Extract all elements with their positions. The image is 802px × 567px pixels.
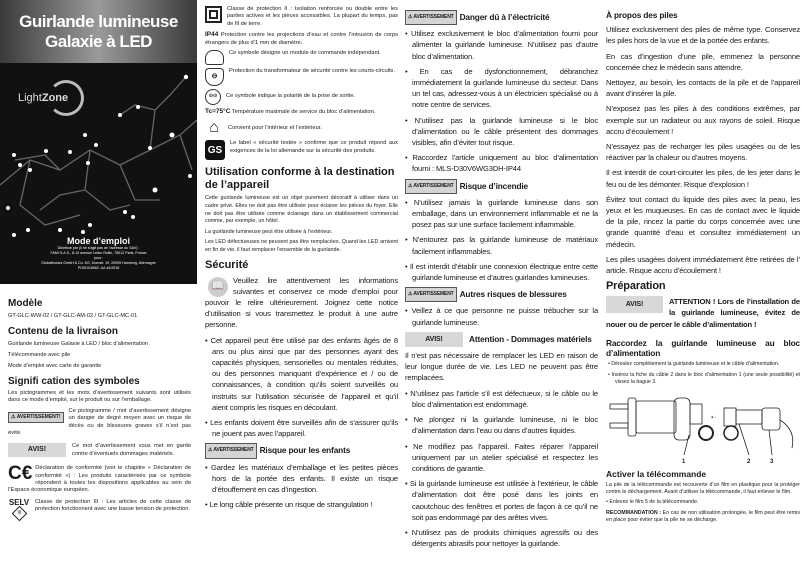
- bullet-text: Ne plongez ni la guirlande lumineuse, ni le bloc d’alimentation dans l’eau ou dans d’autres liquides.: [412, 415, 599, 436]
- damage-paragraph: Il n’est pas nécessaire de remplacer les LED en raison de leur longue durée de vie. Les LED ne peuvent pas être remplacées.: [405, 351, 598, 383]
- recommendation-label: RECOMMANDATION :: [606, 509, 662, 516]
- gs-text: Le label « sécurité testée » confirme que ce produit répond aux exigences de la loi allemande sur la sécurité des produits.: [230, 140, 398, 154]
- column-2: [205, 6, 398, 514]
- bullet-text: N’utilisez pas la guirlande lumineuse si le bloc d’alimentation ou le câble présentent des dommages visibles, afin d’éviter tout risque.: [412, 115, 598, 148]
- warning-badge: ⚠ AVERTISSEMENT: [405, 10, 457, 25]
- title-line-1: Guirlande lumineuse: [19, 12, 178, 31]
- remote-heading: Activer la télécommande: [606, 468, 707, 479]
- warning-badge: ⚠ AVERTISSEMENT: [405, 179, 457, 194]
- svg-text:⇠: ⇠: [711, 414, 717, 421]
- connect-heading: Raccordez la guirlande lumineuse au bloc d’alimentation: [606, 337, 800, 358]
- reference: PO51018962, AA 44/2018: [77, 266, 120, 270]
- recommendation-text: En cas de non utilisation prolongée, le film peut être remis en place pour éviter que la pile ne se décharge.: [606, 509, 800, 523]
- bullet-text: Insérez la fiche du câble 2 dans le bloc d’alimentation 1 (une seule possibilité) et vissez la bague 3.: [611, 371, 800, 385]
- model-numbers: GT-GLC-WW-02 / GT-GLC-AM-02 / GT-GLC-MC-01: [8, 313, 138, 319]
- bullet-text: Si la guirlande lumineuse est utilisée à l’extérieur, le câble d’alimentation doit être posé dans les joints en caoutchouc des fenêtres et portes de façon à ce qu’il ne soit pas endommagé par des arêtes vives.: [409, 479, 599, 522]
- read-manual-icon: 📖: [208, 277, 228, 297]
- heading-text: Danger dû à l’électricité: [459, 12, 550, 22]
- damage-bullet: • N’utilisez pas de produits chimiques agressifs ou des détergents abrasifs pour nettoyer la guirlande.: [405, 527, 598, 549]
- bullet-text: Déroulez complètement la guirlande lumineuse et le câble d’alimentation.: [611, 360, 780, 367]
- contents-heading: Contenu de la livraison: [8, 326, 119, 337]
- heading-text: Autres risques de blessures: [459, 289, 567, 300]
- cover-footer: [0, 236, 197, 271]
- class2-text: Classe de protection II : Isolation renforcée ou double entre les parties actives et les pièces accessibles. La plupart du temps, pas de fil de terre.: [227, 6, 398, 27]
- electricity-bullet: • Utilisez exclusivement le bloc d’alimentation fourni pour alimenter la guirlande lumineuse. N’utilisez pas d’autre bloc d’alimentation.: [405, 29, 598, 61]
- ip44-text: Protection contre les projections d’eau et contre l’intrusion de corps étrangers de plus d’1 mm de diamètre.: [205, 32, 398, 46]
- bullet-text: Il est interdit d’établir une connexion électrique entre cette guirlande lumineuse et d’autres guirlandes lumineuses.: [409, 261, 598, 283]
- connect-bullet: • Déroulez complètement la guirlande lumineuse et le câble d’alimentation.: [608, 360, 780, 367]
- symbols-intro: Les pictogrammes et les mots d’avertissement suivants sont utilisés dans ce mode d’emploi, sur le produit ou sur l’emballage.: [8, 390, 191, 404]
- ip44-label: IP44: [205, 31, 219, 39]
- intended-use-paragraph: Cette guirlande lumineuse est un objet purement décoratif à utiliser dans un cadre privé. Elles ne doit pas être utilisée pour éclairer les pièces du foyer. Elle ne doit pas être utilisée comme éclairage dans un établissement commercial comme, par exemple, un hôtel.: [205, 195, 398, 225]
- warning-badge: ⚠ AVERTISSEMENT: [205, 443, 257, 458]
- batteries-heading: À propos des piles: [606, 10, 678, 20]
- model-heading: Modèle: [8, 298, 43, 309]
- safety-intro-text: Veuillez lire attentivement les informations suivantes et conservez ce mode d’emploi pour pouvoir le relire ultérieurement. Joignez cette notice d’utilisation si vous transmettez le produit à une autre personne.: [205, 275, 398, 330]
- bullet-text: Les enfants doivent être surveillés afin de s’assurer qu’ils ne jouent pas avec l’appareil.: [210, 418, 398, 439]
- remote-bullet: • Enlevez le film 5 de la télécommande.: [606, 498, 699, 505]
- recommendation: [606, 510, 800, 524]
- bullet-text: Cet appareil peut être utilisé par des enfants âgés de 8 ans ou plus ainsi que par des personnes ayant des capacités physiques, sensorielles ou mentales réduites, ou des personnes manquant d’expérience et / ou de connaissances, à condition qu’ils soient surveillés ou instruits sur l’utilisation sécurisée de l’appareil et qu’il aient compris les risques en découlant.: [210, 335, 398, 412]
- safety-intro: [205, 275, 398, 331]
- heading-text: Attention - Dommages matériels: [469, 333, 592, 344]
- module-text: Ce symbole désigne un module de commande indépendant.: [229, 50, 381, 57]
- damage-bullet: • Ne modifiez pas l’appareil. Faites réparer l’appareil uniquement par un atelier spécialisé et respectez les conditions de garantie.: [405, 441, 599, 473]
- bullet-text: Ne modifiez pas l’appareil. Faites réparer l’appareil uniquement par un atelier spécialisé et respectez les conditions de garantie.: [412, 441, 599, 473]
- fire-bullet: • N’utilisez jamais la guirlande lumineuse dans son emballage, dans un environnement inflammable et ne la posez pas sur une surface facilement inflammable.: [405, 197, 598, 230]
- avis-text: Ce mot d’avertissement vous met en garde contre d’éventuels dommages matériels.: [72, 443, 191, 457]
- bullet-text: N’utilisez pas l’article s’il est défectueux, si le câble ou le bloc d’alimentation est endommagé.: [410, 388, 599, 409]
- batteries-paragraph: Évitez tout contact du liquide des piles avec la peau, les yeux et les muqueuses. En cas de contact avec le liquide de la pile, rincez la partie du corps concernée avec une grande quantité d’eau et consultez immédiatement un médecin.: [606, 194, 800, 249]
- warning-badge-label: AVERTISSEMENT: [213, 447, 254, 454]
- figure-label-3: 3: [770, 458, 774, 465]
- connect-bullet: • Insérez la fiche du câble 2 dans le bloc d’alimentation 1 (une seule possibilité) et vissez la bague 3.: [608, 371, 800, 385]
- selv-class3-icon: [8, 499, 30, 519]
- maker: Globaltronics GmbH & Co. KG, Domstr. 19, 20095 Hamburg, Allemagne: [41, 261, 156, 265]
- polarity-text: Ce symbole indique la polarité de la prise de sortie.: [226, 93, 355, 100]
- ip44-row: [205, 31, 398, 47]
- distributor: FAMI S.A.S., 8-10 avenue Ledru Rollin, 75012 Paris, France: [50, 251, 147, 255]
- injury-bullet: • Veillez à ce que personne ne puisse trébucher sur la guirlande lumineuse.: [405, 306, 599, 327]
- warning-badge-label: AVERTISSEMENT: [413, 291, 454, 298]
- intended-use-paragraph: La guirlande lumineuse peut être utilisée à l’extérieur.: [205, 228, 333, 235]
- batteries-paragraph: En cas d’ingestion d’une pile, emmenez la personne concernée chez le médecin sans attendre.: [606, 51, 800, 72]
- batteries-paragraph: Les piles usagées doivent immédiatement être retirées de l’ article. Risque accru d’écoulement !: [606, 254, 800, 276]
- symbols-heading: Signifi cation des symboles: [8, 376, 140, 387]
- preparation-warning-text: ATTENTION ! Lors de l’installation de la guirlande lumineuse, évitez de nouer ou de percer le câble d’alimentation !: [606, 297, 800, 329]
- batteries-paragraph: N’essayez pas de recharger les piles usagées ou de les réactiver par la chaleur ou d’autres moyens.: [606, 142, 800, 163]
- column-3: [405, 6, 598, 553]
- children-bullet: • Le long câble présente un risque de strangulation !: [205, 500, 373, 510]
- warning-badge: ⚠ AVERTISSEMENT: [405, 287, 457, 302]
- bullet-text: Enlevez le film 5 de la télécommande.: [609, 498, 699, 505]
- children-bullet: • Gardez les matériaux d’emballage et les petites pièces hors de la portée des enfants. Il existe un risque d’étouffement en cas d’ingestion.: [205, 462, 399, 495]
- distributor-label: Distribué par (il ne s’agit pas de l’adresse du SAV) :: [57, 246, 140, 250]
- contents-item: Télécommande avec pile: [8, 352, 71, 358]
- electricity-bullet: • N’utilisez pas la guirlande lumineuse si le bloc d’alimentation ou le câble présentent des dommages visibles, afin d’éviter tout risque.: [405, 115, 598, 148]
- heading-text: Risque pour les enfants: [259, 445, 351, 456]
- contents-item: Guirlande lumineuse Galaxie à LED / bloc d’alimentation: [8, 341, 148, 347]
- bullet-text: Utilisez exclusivement le bloc d’alimentation fourni pour alimenter la guirlande lumineuse. N’utilisez pas d’autre bloc d’alimentation.: [411, 29, 598, 61]
- warning-text: Ce pictogramme / mot d’avertissement désigne un danger de degré moyen avec un risque de décès ou de blessures graves s’il n’est pas évité.: [8, 407, 191, 437]
- contents-item: Mode d’emploi avec carte de garantie: [8, 363, 102, 369]
- warning-badge: ⚠ AVERTISSEMENT!: [8, 412, 64, 423]
- safety-bullet: • Cet appareil peut être utilisé par des enfants âgés de 8 ans ou plus ainsi que par des personnes ayant des capacités physiques, sensorielles ou mentales réduites, ou des personnes manquant d’expérience et / ou de connaissances, à condition qu’ils soient surveillés ou instruits sur l’utilisation sécurisée de l’appareil et qu’il aient compris les risques en découlant.: [205, 335, 398, 412]
- transformer-icon: ⊖: [205, 68, 224, 86]
- selv-text: Classe de protection III : Les articles de cette classe de protection fonctionnent avec une basse tension de protection.: [35, 498, 191, 513]
- heading-text: Risque d’incendie: [459, 180, 529, 191]
- class2-double-square-icon: [205, 6, 222, 23]
- bullet-text: Veillez à ce que personne ne puisse trébucher sur la guirlande lumineuse.: [411, 306, 599, 327]
- ce-text: Déclaration de conformité (voir le chapitre « Déclaration de conformité ») : Les produits caractérisés par ce symbole répondent à toutes les dispositions applicables au sein de l’Espace économique européen.: [8, 465, 191, 494]
- bullet-text: N’utilisez jamais la guirlande lumineuse dans son emballage, dans un environnement inflammable et ne la posez pas sur une surface facilement inflammable.: [412, 197, 598, 230]
- batteries-paragraph: Il est interdit de court-circuiter les piles, de les jeter dans le feu ou de les démonter. Risque d’explosion !: [606, 168, 800, 189]
- fire-bullet: • Il est interdit d’établir une connexion électrique entre cette guirlande lumineuse et d’autres guirlandes lumineuses.: [405, 261, 598, 283]
- pour-label: pour :: [93, 256, 104, 260]
- transformer-row: [205, 68, 398, 86]
- cover-subtitle: Mode d’emploi: [67, 236, 130, 246]
- class2-symbol-row: [205, 6, 398, 28]
- brand-zone: Zone: [41, 92, 69, 104]
- safety-heading: Sécurité: [205, 258, 249, 271]
- electricity-heading: [405, 10, 598, 25]
- bullet-text: N’entourez pas la guirlande lumineuse de matériaux facilement inflammables.: [412, 235, 598, 256]
- damage-bullet: • Si la guirlande lumineuse est utilisée à l’extérieur, le câble d’alimentation doit être posé dans les joints en caoutchouc des fenêtres et portes de façon à ce qu’il ne soit pas endommagé par des arêtes vives.: [405, 479, 599, 522]
- figure-label-1: 1: [682, 458, 686, 465]
- intended-use-paragraph: Les LED défectueuses ne peuvent pas être remplacées. Quand les LED arrivent en fin de vie, il faut remplacer l’ensemble de la guirlande.: [205, 239, 398, 253]
- temperature-text: Température maximale de service du bloc d’alimentation.: [231, 109, 376, 116]
- warning-badge-label: AVERTISSEMENT: [413, 14, 454, 20]
- batteries-paragraph: Nettoyez, au besoin, les contacts de la pile et de l’appareil avant d’insérer la pile.: [606, 78, 800, 99]
- avis-badge: AVIS!: [8, 443, 66, 456]
- bullet-text: En cas de dysfonctionnement, débranchez immédiatement la guirlande lumineuse du secteur. Dans un tel cas, adressez-vous à un électricien spécialisé ou à notre centre de services.: [412, 66, 598, 110]
- damage-bullet: • N’utilisez pas l’article s’il est défectueux, si le câble ou le bloc d’alimentation est endommagé.: [405, 388, 599, 409]
- temperature-label: Tc=75°C: [205, 108, 231, 116]
- remote-paragraph: La pile de la télécommande est recouverte d’un film en plastique pour la protéger contre le déchargement. Avant d’utiliser la télécommande, il faut enlever le film.: [606, 481, 800, 495]
- ce-mark-icon: C€: [8, 463, 33, 485]
- bullet-text: Gardez les matériaux d’emballage et les petites pièces hors de la portée des enfants. Il existe un risque d’étouffement en cas d’ingestion.: [211, 462, 399, 495]
- preparation-warning: [606, 296, 800, 330]
- avis-explanation: [8, 443, 191, 458]
- control-module-icon: [205, 50, 224, 65]
- avis-badge: AVIS!: [606, 296, 663, 313]
- bullet-text: N’utilisez pas de produits chimiques agressifs ou des détergents abrasifs pour nettoyer la guirlande.: [411, 527, 598, 549]
- gs-row: [205, 140, 398, 160]
- safety-bullet: • Les enfants doivent être surveillés afin de s’assurer qu’ils ne jouent pas avec l’appareil.: [205, 418, 398, 439]
- plug-connection-diagram: [606, 390, 800, 465]
- avis-badge: AVIS!: [405, 332, 463, 347]
- warning-explanation: [8, 408, 191, 438]
- warning-badge-label: AVERTISSEMENT: [413, 182, 454, 189]
- electricity-bullet: • Raccordez l’article uniquement au bloc d’alimentation fourni : MLS-D30V6WG3DH-IP44: [405, 153, 599, 174]
- gs-mark-icon: GS: [205, 140, 225, 160]
- warning-badge-label: AVERTISSEMENT!: [16, 413, 61, 420]
- temperature-row: [205, 108, 398, 116]
- title-line-2: Galaxie à LED: [45, 32, 152, 51]
- batteries-paragraph: N’exposez pas les piles à des conditions extrêmes, par exemple sur un radiateur ou aux rayons de soleil. Risque accru d’écoulement !: [606, 104, 800, 136]
- ce-explanation: [8, 465, 191, 495]
- bullet-text: Raccordez l’article uniquement au bloc d’alimentation fourni : MLS-D30V6WG3DH-IP44: [412, 153, 599, 174]
- fire-bullet: • N’entourez pas la guirlande lumineuse de matériaux facilement inflammables.: [405, 235, 598, 256]
- class-numeral: III: [16, 510, 22, 517]
- children-risk-heading: [205, 443, 398, 458]
- indoor-text: Convient pour l’intérieur et l’extérieur.: [228, 125, 322, 132]
- batteries-paragraph: Utilisez exclusivement des piles de même type. Conservez les piles hors de la vue et de la portée des enfants.: [606, 25, 800, 46]
- polarity-icon: ⊙⊙: [205, 89, 221, 105]
- figure-label-2: 2: [747, 458, 751, 465]
- selv-label: SELV: [8, 497, 30, 507]
- fire-heading: [405, 179, 598, 194]
- damage-heading: [405, 332, 598, 347]
- injury-heading: [405, 287, 598, 302]
- intended-use-heading: Utilisation conforme à la destination de l’appareil: [205, 166, 395, 192]
- preparation-heading: Préparation: [606, 280, 666, 293]
- brand-light: Light: [18, 92, 42, 104]
- bullet-text: Le long câble présente un risque de strangulation !: [209, 500, 373, 510]
- electricity-bullet: • En cas de dysfonctionnement, débranchez immédiatement la guirlande lumineuse du secteur. Dans un tel cas, adressez-vous à un électricien spécialisé ou à notre centre de services.: [405, 66, 598, 110]
- house-arrow-icon: ⌂: [209, 119, 219, 137]
- polarity-row: [205, 89, 398, 105]
- selv-explanation: [8, 497, 191, 517]
- module-row: [205, 50, 398, 65]
- indoor-outdoor-row: [205, 119, 398, 137]
- column-1: [0, 0, 197, 519]
- transformer-text: Protection du transformateur de sécurité contre les courts-circuits.: [229, 68, 395, 75]
- cover-image: [0, 0, 197, 284]
- column-4: [606, 6, 800, 527]
- damage-bullet: • Ne plongez ni la guirlande lumineuse, ni le bloc d’alimentation dans l’eau ou dans d’autres liquides.: [405, 415, 599, 436]
